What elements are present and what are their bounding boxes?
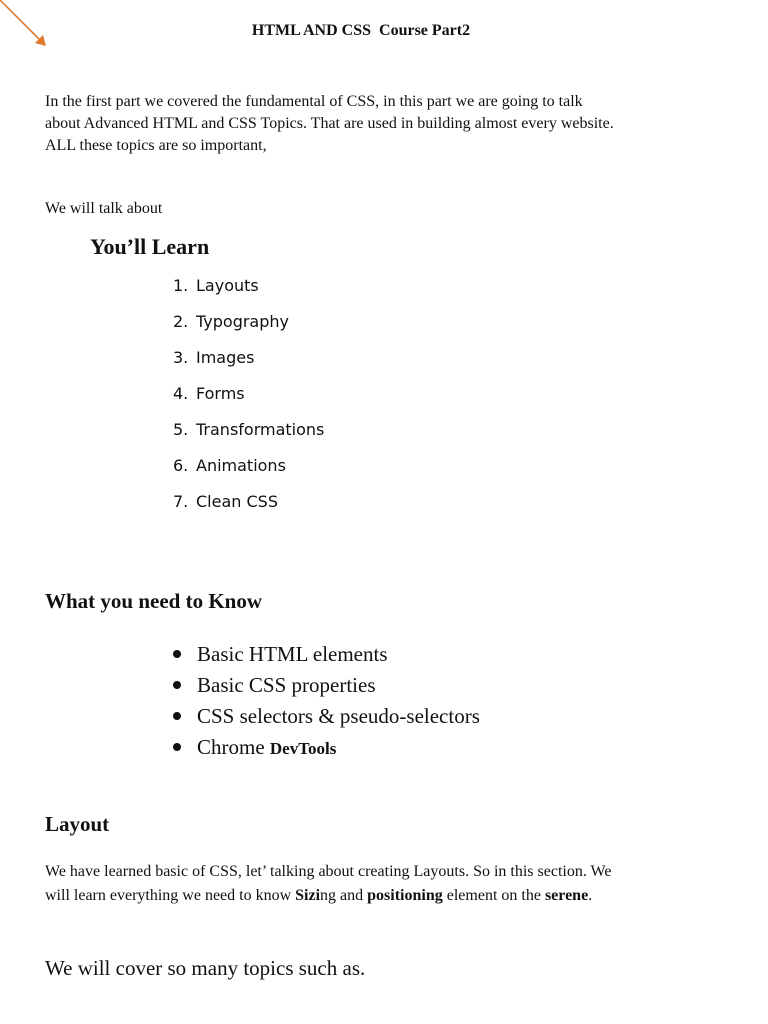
bold-run: Sizi <box>295 887 321 904</box>
list-item-label: Basic CSS properties <box>197 673 376 697</box>
bullet-icon <box>173 681 181 689</box>
list-item-label: CSS selectors & pseudo-selectors <box>197 704 480 728</box>
bold-run: serene <box>544 887 589 904</box>
intro-line: In the first part we covered the fundamental of CSS, in this part we are going to talk <box>45 93 583 110</box>
layout-paragraph <box>45 860 735 908</box>
list-item-label: Layouts <box>196 276 259 295</box>
learn-list <box>173 274 324 526</box>
list-item <box>173 382 324 418</box>
talk-about-text: We will talk about <box>45 200 163 217</box>
list-item-number: 3. <box>173 348 189 367</box>
bold-run: positioning <box>367 887 443 904</box>
know-heading: What you need to Know <box>45 589 263 613</box>
list-item <box>173 346 324 382</box>
list-item <box>173 310 324 346</box>
learn-heading: You’ll Learn <box>90 234 210 259</box>
layout-line <box>45 884 735 908</box>
intro-line: about Advanced HTML and CSS Topics. That are used in building almost every website. <box>45 115 614 132</box>
list-item <box>173 490 324 526</box>
list-item-label: Images <box>196 348 255 367</box>
list-item-label-prefix: Chrome <box>197 735 270 759</box>
bullet-icon <box>173 712 181 720</box>
list-item <box>173 641 480 672</box>
list-item-number: 4. <box>173 384 189 403</box>
text-run: ng and <box>320 887 368 904</box>
list-item-number: 2. <box>173 312 189 331</box>
page-title: HTML AND CSS Course Part2 <box>251 22 471 39</box>
list-item-label: Typography <box>196 312 289 331</box>
list-item-label-bold: DevTools <box>269 739 337 758</box>
bullet-icon <box>173 743 181 751</box>
list-item <box>173 454 324 490</box>
text-run: . <box>588 887 593 904</box>
bullet-icon <box>173 650 181 658</box>
list-item-number: 1. <box>173 276 189 295</box>
list-item <box>173 418 324 454</box>
list-item-label: Forms <box>196 384 245 403</box>
list-item <box>173 672 480 703</box>
list-item-label: Animations <box>196 456 286 475</box>
text-run: will learn everything we need to know <box>45 887 296 904</box>
list-item-label: Transformations <box>196 420 325 439</box>
list-item-number: 7. <box>173 492 189 511</box>
list-item <box>173 734 480 765</box>
list-item <box>173 703 480 734</box>
list-item-number: 5. <box>173 420 189 439</box>
text-run: element on the <box>442 887 545 904</box>
know-list <box>173 641 480 765</box>
cover-text: We will cover so many topics such as. <box>45 956 366 980</box>
list-item <box>173 274 324 310</box>
list-item-number: 6. <box>173 456 189 475</box>
list-item-label: Clean CSS <box>196 492 278 511</box>
intro-line: ALL these topics are so important, <box>45 137 267 154</box>
layout-line: We have learned basic of CSS, let’ talking about creating Layouts. So in this section. We <box>45 863 612 880</box>
layout-heading: Layout <box>45 812 110 836</box>
intro-paragraph <box>45 91 735 157</box>
list-item-label: Basic HTML elements <box>197 642 388 666</box>
